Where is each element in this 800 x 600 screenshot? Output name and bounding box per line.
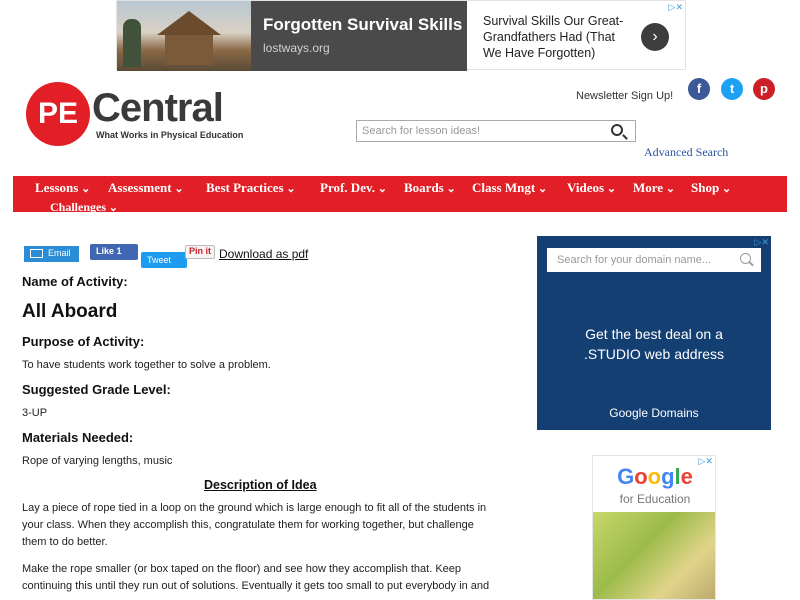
email-share-button[interactable]: Email: [24, 246, 79, 262]
adchoices-icon[interactable]: ▷✕: [754, 237, 769, 247]
ad-thumbnail: [117, 1, 251, 71]
download-pdf-link[interactable]: Download as pdf: [219, 247, 309, 261]
tweet-button[interactable]: Tweet: [141, 252, 187, 268]
purpose-label: Purpose of Activity:: [22, 334, 145, 349]
name-of-activity-label: Name of Activity:: [22, 274, 128, 289]
ad-offer-text: Get the best deal on a .STUDIO web address: [583, 326, 725, 362]
search-icon: [740, 253, 751, 264]
facebook-like-button[interactable]: Like 1: [90, 244, 138, 260]
newsletter-signup-link[interactable]: Newsletter Sign Up!: [576, 90, 674, 102]
grade-level-text: 3-UP: [22, 407, 48, 419]
search-placeholder: Search for lesson ideas!: [362, 125, 481, 137]
logo-wordmark: Central: [92, 86, 223, 130]
for-education-text: for Education: [619, 492, 691, 506]
envelope-icon: [30, 249, 43, 258]
domain-search-input[interactable]: Search for your domain name...: [547, 248, 761, 272]
nav-item-best-practices[interactable]: Best Practices ⌄: [206, 180, 296, 196]
ad-arrow-button[interactable]: ›: [641, 23, 669, 51]
purpose-text: To have students work together to solve a problem.: [22, 359, 271, 371]
nav-item-shop[interactable]: Shop ⌄: [691, 180, 731, 196]
pe-central-logo[interactable]: [26, 82, 246, 148]
ad-domain: lostways.org: [263, 41, 330, 55]
logo-tagline: What Works in Physical Education: [96, 130, 244, 140]
pin-it-button[interactable]: Pin it: [185, 245, 215, 259]
search-icon[interactable]: [611, 124, 623, 136]
ad-headline-panel[interactable]: [251, 1, 467, 71]
google-education-ad[interactable]: [592, 455, 716, 600]
adchoices-icon[interactable]: ▷✕: [668, 2, 683, 12]
main-nav: [13, 176, 787, 212]
google-domains-ad[interactable]: [537, 236, 771, 430]
ad-headline: Forgotten Survival Skills: [263, 15, 463, 34]
nav-item-videos[interactable]: Videos ⌄: [567, 180, 616, 196]
twitter-icon[interactable]: t: [721, 78, 743, 100]
nav-item-more[interactable]: More ⌄: [633, 180, 675, 196]
nav-item-lessons[interactable]: Lessons ⌄: [35, 180, 90, 196]
grade-level-label: Suggested Grade Level:: [22, 382, 171, 397]
google-logo: Google: [617, 464, 693, 489]
pinterest-icon[interactable]: p: [753, 78, 775, 100]
facebook-icon[interactable]: f: [688, 78, 710, 100]
adchoices-icon[interactable]: ▷✕: [698, 456, 713, 466]
top-banner-ad[interactable]: [116, 0, 686, 70]
ad-body[interactable]: [467, 1, 685, 69]
description-paragraph-1: Lay a piece of rope tied in a loop on the ground which is large enough to fit all of the students in your class. When they accomplish this, congratulate them for working together, but challenge them to do better.: [22, 502, 487, 548]
description-heading: Description of Idea: [204, 478, 317, 492]
nav-item-prof-dev[interactable]: Prof. Dev. ⌄: [320, 180, 387, 196]
nav-item-assessment[interactable]: Assessment ⌄: [108, 180, 184, 196]
lesson-search-input[interactable]: [356, 120, 636, 142]
materials-text: Rope of varying lengths, music: [22, 455, 173, 467]
ad-image: [593, 512, 716, 600]
materials-label: Materials Needed:: [22, 430, 134, 445]
google-domains-logo: Google Domains: [609, 406, 699, 420]
description-paragraph-2: Make the rope smaller (or box taped on the floor) and see how they accomplish that. Keep continuing this until they run out of solutions. Eventually it gets too small to put everybody in and: [22, 563, 490, 592]
nav-item-challenges[interactable]: Challenges ⌄: [50, 200, 118, 215]
advanced-search-link[interactable]: Advanced Search: [644, 145, 729, 159]
ad-body-text: Survival Skills Our Great-Grandfathers Had (That We Have Forgotten): [483, 14, 624, 60]
activity-title: All Aboard: [22, 301, 118, 322]
logo-pe-mark: PE: [26, 82, 90, 146]
nav-item-class-mngt[interactable]: Class Mngt ⌄: [472, 180, 547, 196]
nav-item-boards[interactable]: Boards ⌄: [404, 180, 456, 196]
